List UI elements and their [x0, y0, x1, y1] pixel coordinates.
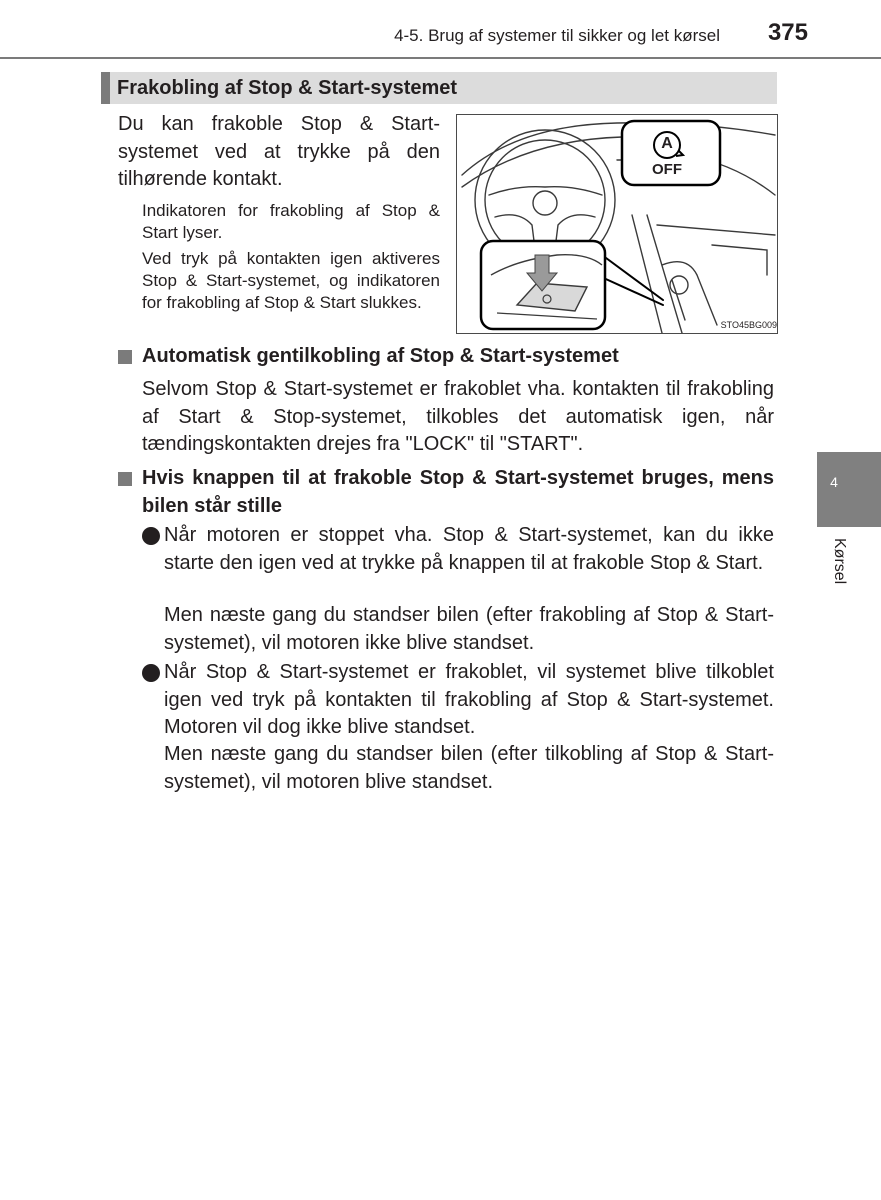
bullet-icon [142, 664, 160, 682]
bullet-extra-text: Men næste gang du standser bilen (efter tilkobling af Stop & Start-systemet), vil motoren blive standset. [164, 743, 774, 793]
page-number: 375 [767, 19, 808, 46]
subsection-marker [118, 472, 132, 486]
figure-code: STO45BG009 [720, 320, 777, 330]
bullet-icon [142, 527, 160, 545]
header-divider [0, 57, 881, 59]
indicator-note: Indikatoren for frakobling af Stop & Start lyser. [142, 201, 440, 242]
subsection-marker [118, 350, 132, 364]
chapter-tab[interactable] [817, 452, 881, 527]
section-heading-marker [101, 72, 110, 104]
section-lead-text: Du kan frakoble Stop & Start-systemet ved at trykke på den tilhørende kontakt. [118, 113, 440, 190]
dashboard-drawing [457, 115, 777, 333]
section-heading-text: Frakobling af Stop & Start-systemet [117, 77, 458, 99]
indicator-off-label: OFF [652, 161, 682, 178]
section-heading [101, 72, 777, 104]
indicator-letter: A [661, 135, 673, 152]
header-section-title: 4-5. Brug af systemer til sikker og let kørsel [394, 26, 720, 45]
bullet-text: Når Stop & Start-systemet er frakoblet, vil systemet blive tilkoblet igen ved tryk på kontakten til frakobling af Stop & Start-systemet. Motoren vil dog ikke blive standset. [164, 661, 774, 738]
bullet-extra-text: Men næste gang du standser bilen (efter frakobling af Stop & Start-systemet), vil motoren ikke blive standset. [164, 604, 774, 654]
subsection-heading-stationary: Hvis knappen til at frakoble Stop & Start-systemet bruges, mens bilen står stille [142, 467, 774, 517]
chapter-number: 4 [830, 474, 838, 490]
bullet-text: Når motoren er stoppet vha. Stop & Start-systemet, kan du ikke starte den igen ved at trykke på knappen til at frakoble Stop & Start. [164, 524, 774, 574]
dashboard-illustration [456, 114, 778, 334]
reactivate-note: Ved tryk på kontakten igen aktiveres Stop & Start-systemet, og indikatoren for frakobling af Stop & Start slukkes. [142, 249, 440, 312]
switch-inset [481, 241, 605, 329]
subsection-heading-auto-restart: Automatisk gentilkobling af Stop & Start-systemet [142, 345, 619, 367]
chapter-label: Kørsel [831, 538, 848, 585]
auto-restart-text: Selvom Stop & Start-systemet er frakoblet vha. kontakten til frakobling af Start & Stop-systemet, tilkobles det automatisk igen, når tændingskontakten drejes fra "LOCK" til "START". [142, 378, 774, 455]
